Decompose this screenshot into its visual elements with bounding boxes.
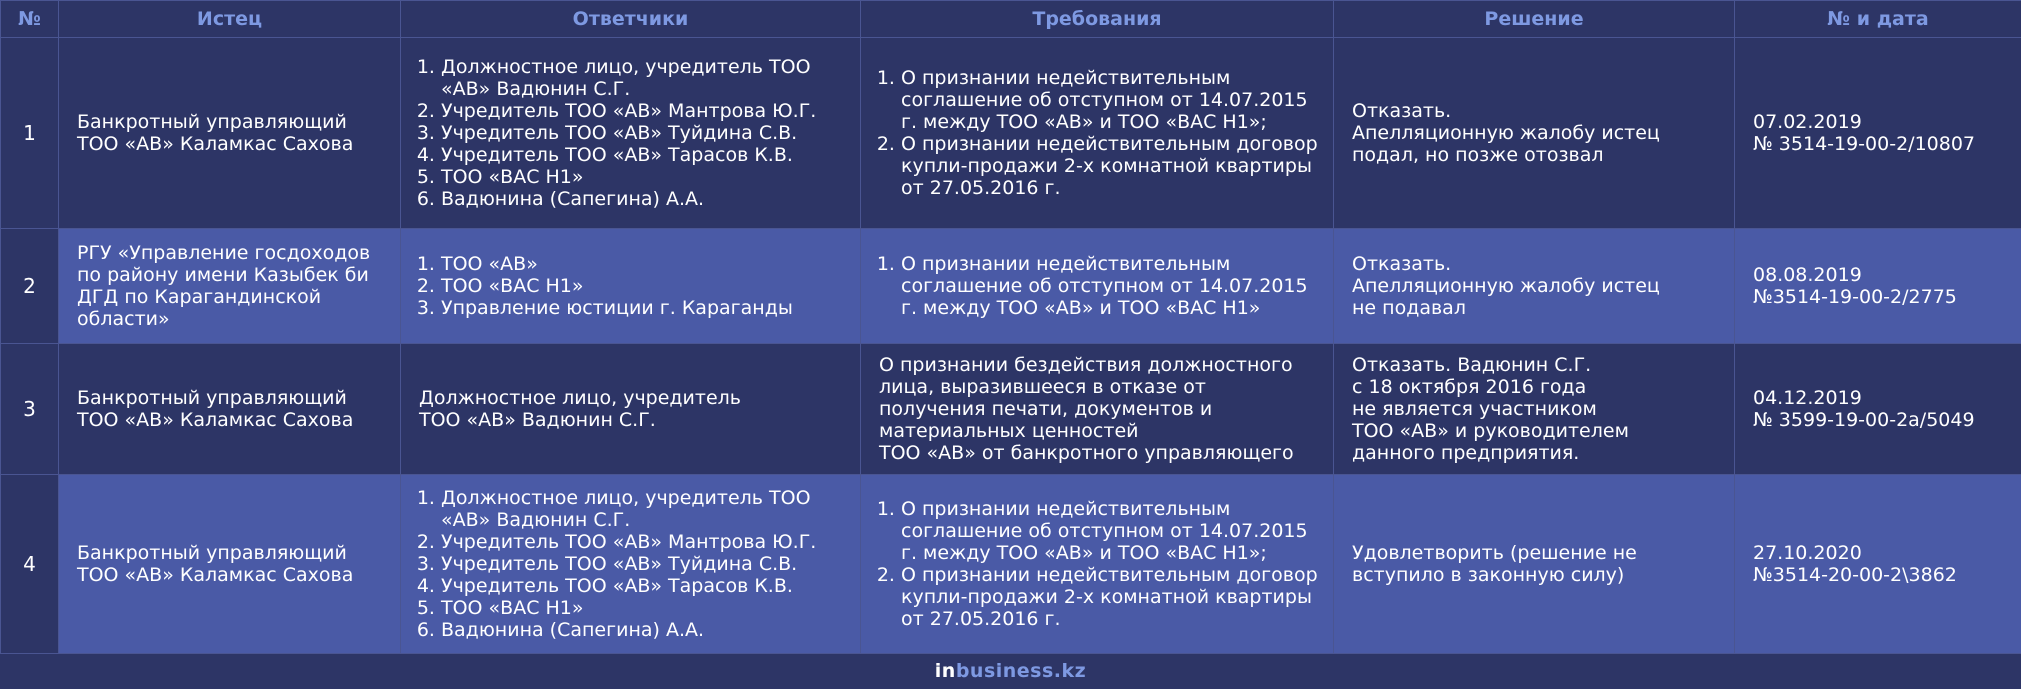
- list-item: 2. Учредитель ТОО «АВ» Мантрова Ю.Г.: [441, 100, 852, 122]
- header-decision: Решение: [1334, 1, 1735, 38]
- header-number: №: [1, 1, 59, 38]
- decision-line: не подавал: [1352, 297, 1466, 319]
- case-number: № 3599-19-00-2а/5049: [1753, 409, 1975, 431]
- claims-cell: [861, 229, 1334, 344]
- plaintiff-cell: [59, 475, 401, 654]
- decision-cell: [1334, 38, 1735, 229]
- table-row: [1, 229, 2021, 344]
- decision-line: с 18 октября 2016 года: [1352, 376, 1587, 398]
- list-item: 1. Должностное лицо, учредитель ТОО «АВ» Вадюнин С.Г.: [441, 487, 852, 531]
- list-item: 5. ТОО «ВАС Н1»: [441, 166, 852, 188]
- decision-line: не является участником: [1352, 398, 1597, 420]
- list-item: 5. ТОО «ВАС Н1»: [441, 597, 852, 619]
- plaintiff-line: ТОО «АВ» Каламкас Сахова: [77, 133, 354, 155]
- table-row: [1, 475, 2021, 654]
- defendants-list: [419, 253, 852, 319]
- plaintiff-line: Банкротный управляющий: [77, 111, 347, 133]
- list-item: 1. О признании недействительным соглашение об отступном от 14.07.2015 г. между ТОО «АВ» и ТОО «ВАС Н1»;: [901, 498, 1325, 564]
- row-number: 1: [1, 38, 59, 229]
- defendants-list: [419, 487, 852, 641]
- decision-line: Отказать. Вадюнин С.Г.: [1352, 354, 1592, 376]
- decision-cell: [1334, 229, 1735, 344]
- claims-list: [879, 67, 1325, 199]
- plaintiff-line: ДГД по Карагандинской: [77, 286, 322, 308]
- row-number: 3: [1, 344, 59, 475]
- claim-line: получения печати, документов и: [879, 398, 1213, 420]
- claim-line: О признании бездействия должностного: [879, 354, 1293, 376]
- list-item: 2. Учредитель ТОО «АВ» Мантрова Ю.Г.: [441, 531, 852, 553]
- decision-line: подал, но позже отозвал: [1352, 144, 1604, 166]
- list-item: 6. Вадюнина (Сапегина) А.А.: [441, 188, 852, 210]
- list-item: 4. Учредитель ТОО «АВ» Тарасов К.В.: [441, 575, 852, 597]
- claim-line: материальных ценностей: [879, 420, 1139, 442]
- list-item: 3. Учредитель ТОО «АВ» Туйдина С.В.: [441, 122, 852, 144]
- case-number: №3514-20-00-2\3862: [1753, 564, 1957, 586]
- defendants-cell: [401, 38, 861, 229]
- list-item: 1. Должностное лицо, учредитель ТОО «АВ» Вадюнин С.Г.: [441, 56, 852, 100]
- decision-line: Апелляционную жалобу истец: [1352, 122, 1660, 144]
- table-row: [1, 38, 2021, 229]
- list-item: 1. О признании недействительным соглашение об отступном от 14.07.2015 г. между ТОО «АВ» и ТОО «ВАС Н1»: [901, 253, 1325, 319]
- claims-list: [879, 498, 1325, 630]
- logo-rest: business.kz: [955, 659, 1087, 682]
- decision-line: ТОО «АВ» и руководителем: [1352, 420, 1629, 442]
- case-date: 27.10.2020: [1753, 542, 1862, 564]
- decision-line: Апелляционную жалобу истец: [1352, 275, 1660, 297]
- plaintiff-line: ТОО «АВ» Каламкас Сахова: [77, 564, 354, 586]
- header-defendants: Ответчики: [401, 1, 861, 38]
- list-item: 1. ТОО «АВ»: [441, 253, 852, 275]
- case-date: 04.12.2019: [1753, 387, 1862, 409]
- decision-line: вступило в законную силу): [1352, 564, 1625, 586]
- list-item: 3. Учредитель ТОО «АВ» Туйдина С.В.: [441, 553, 852, 575]
- row-number: 2: [1, 229, 59, 344]
- list-item: 6. Вадюнина (Сапегина) А.А.: [441, 619, 852, 641]
- claims-cell: [861, 475, 1334, 654]
- list-item: 2. О признании недействительным договор купли-продажи 2-х комнатной квартиры от 27.05.2016 г.: [901, 564, 1325, 630]
- decision-cell: [1334, 475, 1735, 654]
- decision-line: Отказать.: [1352, 100, 1452, 122]
- case-date: 08.08.2019: [1753, 264, 1862, 286]
- claim-line: лица, выразившееся в отказе от: [879, 376, 1206, 398]
- plaintiff-cell: [59, 229, 401, 344]
- list-item: 3. Управление юстиции г. Караганды: [441, 297, 852, 319]
- decision-line: Отказать.: [1352, 253, 1452, 275]
- plaintiff-line: Банкротный управляющий: [77, 387, 347, 409]
- header-claims: Требования: [861, 1, 1334, 38]
- plaintiff-cell: [59, 344, 401, 475]
- decision-cell: [1334, 344, 1735, 475]
- claims-list: [879, 253, 1325, 319]
- table-row: [1, 344, 2021, 475]
- list-item: 4. Учредитель ТОО «АВ» Тарасов К.В.: [441, 144, 852, 166]
- claims-cell: [861, 38, 1334, 229]
- case-date: 07.02.2019: [1753, 111, 1862, 133]
- case-cell: [1735, 38, 2021, 229]
- case-number: № 3514-19-00-2/10807: [1753, 133, 1976, 155]
- claims-cell: [861, 344, 1334, 475]
- case-cell: [1735, 475, 2021, 654]
- defendant-line: Должностное лицо, учредитель: [419, 387, 741, 409]
- defendants-cell: [401, 475, 861, 654]
- decision-line: Удовлетворить (решение не: [1352, 542, 1637, 564]
- plaintiff-line: Банкротный управляющий: [77, 542, 347, 564]
- case-cell: [1735, 229, 2021, 344]
- plaintiff-line: по району имени Казыбек би: [77, 264, 369, 286]
- plaintiff-line: ТОО «АВ» Каламкас Сахова: [77, 409, 354, 431]
- case-cell: [1735, 344, 2021, 475]
- logo-in: in: [934, 659, 956, 682]
- list-item: 1. О признании недействительным соглашение об отступном от 14.07.2015 г. между ТОО «АВ» и ТОО «ВАС Н1»;: [901, 67, 1325, 133]
- defendants-cell: [401, 344, 861, 475]
- defendants-cell: [401, 229, 861, 344]
- header-plaintiff: Истец: [59, 1, 401, 38]
- plaintiff-cell: [59, 38, 401, 229]
- claim-line: ТОО «АВ» от банкротного управляющего: [879, 442, 1294, 464]
- table-header-row: [1, 1, 2021, 38]
- list-item: 2. ТОО «ВАС Н1»: [441, 275, 852, 297]
- inbusiness-logo: [0, 652, 2021, 689]
- defendants-list: [419, 56, 852, 210]
- decision-line: данного предприятия.: [1352, 442, 1580, 464]
- header-case-number-date: № и дата: [1735, 1, 2021, 38]
- case-number: №3514-19-00-2/2775: [1753, 286, 1957, 308]
- row-number: 4: [1, 475, 59, 654]
- plaintiff-line: РГУ «Управление госдоходов: [77, 242, 371, 264]
- plaintiff-line: области»: [77, 308, 170, 330]
- defendant-line: ТОО «АВ» Вадюнин С.Г.: [419, 409, 656, 431]
- list-item: 2. О признании недействительным договор купли-продажи 2-х комнатной квартиры от 27.05.2016 г.: [901, 133, 1325, 199]
